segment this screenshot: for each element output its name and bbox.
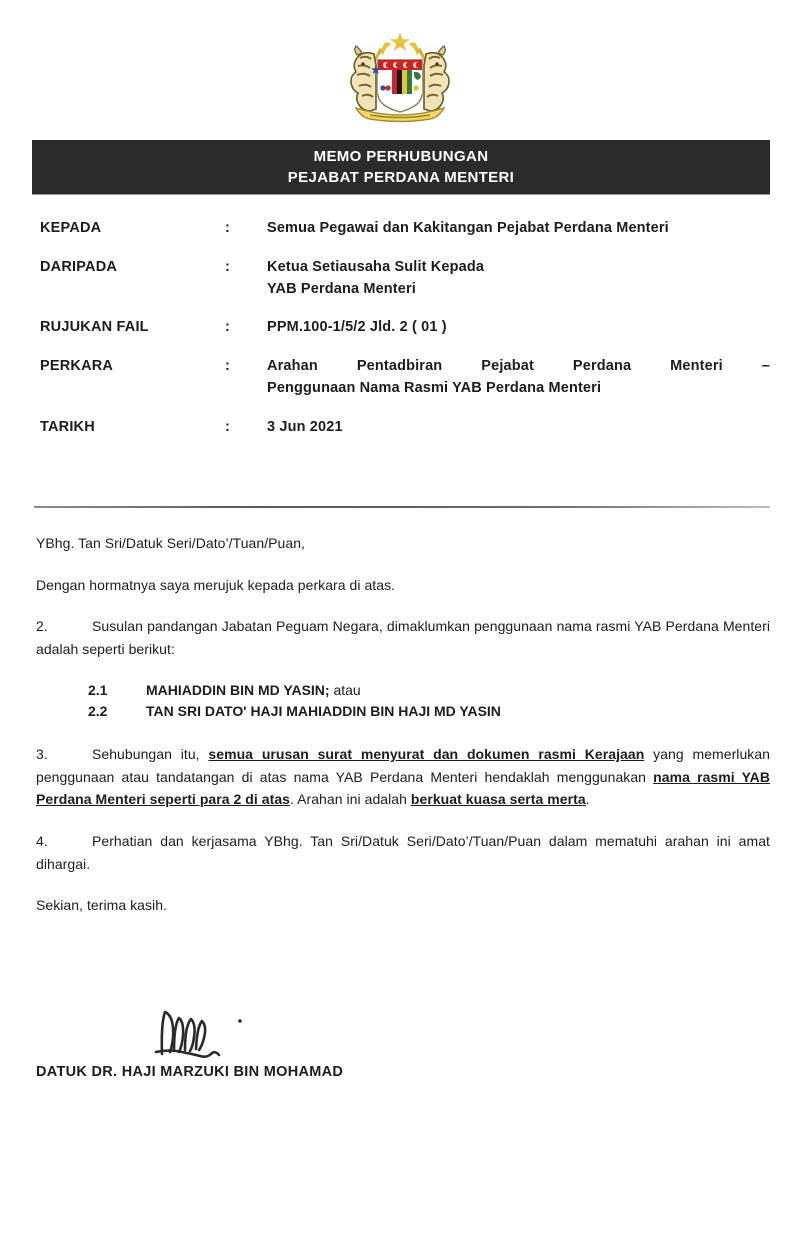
salutation: YBhg. Tan Sri/Datuk Seri/Dato’/Tuan/Puan, (36, 535, 305, 551)
signature-dot (238, 1019, 242, 1023)
paragraph-4 (36, 830, 770, 875)
subitem-suffix-2-1: atau (329, 681, 361, 698)
field-label-daripada: DARIPADA (40, 258, 118, 275)
subitem-text-2-1 (146, 680, 361, 702)
subitem-text-2-2 (146, 701, 501, 723)
field-value-tarikh: 3 Jun 2021 (267, 418, 343, 435)
field-value-daripada-line1: Ketua Setiausaha Sulit Kepada (267, 258, 485, 275)
official-name-option-1: MAHIADDIN BIN MD YASIN; (146, 681, 330, 698)
crest-container (0, 28, 800, 132)
signature-block (36, 1004, 636, 1080)
paragraph-3-segment-4: . (585, 791, 590, 808)
handwritten-signature-icon (148, 1004, 278, 1064)
field-row-rujukan-fail (40, 317, 770, 339)
memo-fields (40, 218, 770, 455)
paragraph-3-segment-1: Sehubungan itu, (92, 746, 209, 763)
official-name-option-2: TAN SRI DATO' HAJI MAHIADDIN BIN HAJI MD YASIN (146, 703, 501, 720)
memo-body (36, 532, 770, 936)
paragraph-3-segment-3: . Arahan ini adalah (290, 791, 411, 808)
field-value-perkara (267, 356, 770, 400)
field-row-tarikh (40, 417, 770, 439)
paragraph-3 (36, 743, 770, 811)
field-row-kepada (40, 218, 770, 240)
banner-title-line2: PEJABAT PERDANA MENTERI (287, 169, 515, 186)
field-value-perkara-line2: Penggunaan Nama Rasmi YAB Perdana Menteri (267, 379, 602, 396)
paragraph-2 (36, 615, 770, 660)
paragraph-4-text: Perhatian dan kerjasama YBhg. Tan Sri/Datuk Seri/Dato’/Tuan/Puan dalam mematuhi arahan ini amat dihargai. (36, 833, 770, 872)
signature-mark-container (36, 1004, 636, 1066)
paragraph-2-text: Susulan pandangan Jabatan Peguam Negara, dimaklumkan penggunaan nama rasmi YAB Perdana Menteri adalah seperti berikut: (36, 618, 770, 658)
field-colon-perkara: : (225, 358, 230, 374)
field-value-rujukan-fail: PPM.100-1/5/2 Jld. 2 ( 01 ) (267, 319, 447, 336)
field-row-perkara (40, 356, 770, 400)
intro-paragraph: Dengan hormatnya saya merujuk kepada perkara di atas. (36, 576, 396, 593)
subitem-number-2-2: 2.2 (88, 703, 108, 720)
paragraph-2-number: 2. (36, 618, 48, 635)
closing-line: Sekian, terima kasih. (36, 897, 167, 914)
paragraph-3-segment-2: yang memerlukan penggunaan atau tandatangan di atas nama YAB Perdana Menteri hendaklah menggunakan (36, 746, 771, 785)
banner-title-line1: MEMO PERHUBUNGAN (313, 147, 489, 165)
name-options-list (36, 680, 770, 723)
paragraph-4-number: 4. (36, 833, 48, 850)
field-colon-rujukan-fail: : (225, 319, 230, 336)
field-value-kepada: Semua Pegawai dan Kakitangan Pejabat Perdana Menteri (267, 220, 669, 236)
paragraph-3-emphasis-3: berkuat kuasa serta merta (410, 791, 586, 808)
field-colon-tarikh: : (225, 418, 230, 435)
header-divider (34, 506, 770, 508)
field-value-daripada-line2: YAB Perdana Menteri (267, 280, 416, 297)
list-item (88, 680, 770, 702)
field-value-perkara-line1: Arahan Pentadbiran Pejabat Perdana Menteri – (267, 358, 770, 374)
malaysian-coat-of-arms-icon (336, 28, 464, 132)
paragraph-3-emphasis-1: semua urusan surat menyurat dan dokumen rasmi Kerajaan (208, 746, 645, 763)
signer-name: DATUK DR. HAJI MARZUKI BIN MOHAMAD (36, 1064, 344, 1080)
list-item (88, 701, 770, 723)
field-label-tarikh: TARIKH (40, 418, 95, 435)
subitem-number-2-1: 2.1 (88, 681, 108, 698)
field-row-daripada (40, 257, 770, 301)
field-label-rujukan-fail: RUJUKAN FAIL (40, 319, 149, 336)
memo-header-banner (32, 140, 770, 194)
field-label-perkara: PERKARA (40, 358, 114, 374)
field-colon-daripada: : (225, 258, 230, 275)
paragraph-3-number: 3. (36, 746, 48, 763)
field-colon-kepada: : (225, 220, 230, 236)
paragraph-3-emphasis-2: nama rasmi YAB Perdana Menteri seperti para 2 di atas (36, 768, 771, 808)
field-value-daripada (267, 257, 770, 301)
field-label-kepada: KEPADA (40, 220, 102, 236)
